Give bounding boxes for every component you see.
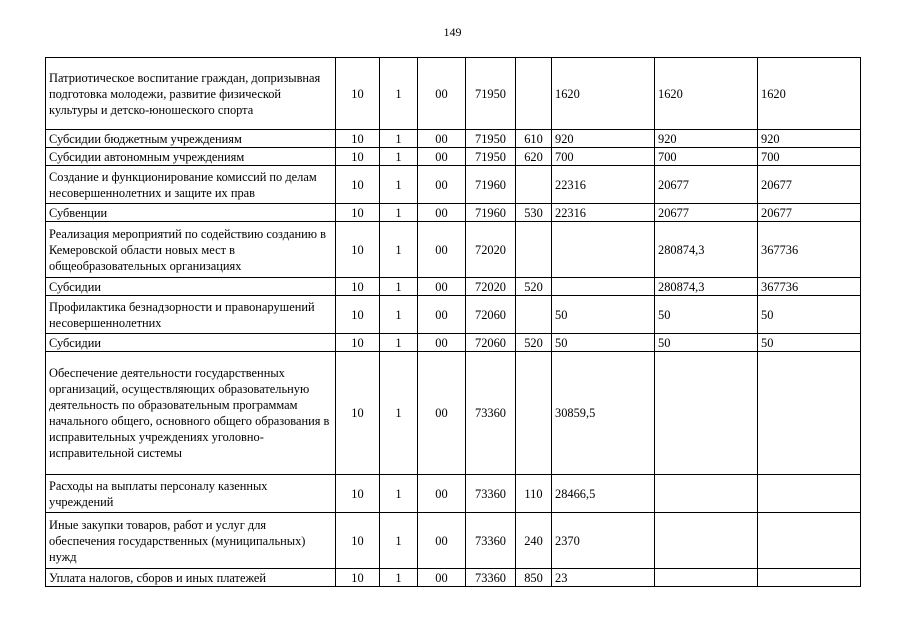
amount-year-3	[758, 352, 861, 475]
target-code: 71960	[466, 204, 516, 222]
expense-type-code: 520	[516, 334, 552, 352]
amount-year-1: 50	[552, 296, 655, 334]
section-code: 10	[336, 204, 380, 222]
budget-table	[45, 57, 861, 587]
table-row	[46, 278, 861, 296]
section-code: 10	[336, 569, 380, 587]
target-code: 71960	[466, 166, 516, 204]
amount-year-3: 700	[758, 148, 861, 166]
expense-type-code	[516, 352, 552, 475]
program-code: 00	[418, 58, 466, 130]
section-code: 10	[336, 148, 380, 166]
target-code: 72060	[466, 296, 516, 334]
amount-year-2	[655, 352, 758, 475]
subsection-code: 1	[380, 166, 418, 204]
target-code: 71950	[466, 148, 516, 166]
amount-year-1: 28466,5	[552, 475, 655, 513]
subsection-code: 1	[380, 278, 418, 296]
amount-year-3: 20677	[758, 166, 861, 204]
amount-year-2: 20677	[655, 166, 758, 204]
expense-type-code: 520	[516, 278, 552, 296]
row-name: Патриотическое воспитание граждан, допризывная подготовка молодежи, развитие физической культуры и детско-юношеского спорта	[46, 58, 336, 130]
amount-year-1: 920	[552, 130, 655, 148]
amount-year-2: 280874,3	[655, 278, 758, 296]
target-code: 73360	[466, 475, 516, 513]
target-code: 73360	[466, 569, 516, 587]
table-row	[46, 130, 861, 148]
table-row	[46, 475, 861, 513]
subsection-code: 1	[380, 334, 418, 352]
table-row	[46, 334, 861, 352]
section-code: 10	[336, 296, 380, 334]
amount-year-1: 22316	[552, 166, 655, 204]
table-row	[46, 148, 861, 166]
expense-type-code: 850	[516, 569, 552, 587]
program-code: 00	[418, 334, 466, 352]
expense-type-code: 110	[516, 475, 552, 513]
expense-type-code: 620	[516, 148, 552, 166]
program-code: 00	[418, 278, 466, 296]
amount-year-1	[552, 278, 655, 296]
program-code: 00	[418, 513, 466, 569]
row-name: Субсидии	[46, 278, 336, 296]
row-name: Расходы на выплаты персоналу казенных учреждений	[46, 475, 336, 513]
program-code: 00	[418, 204, 466, 222]
subsection-code: 1	[380, 222, 418, 278]
row-name: Уплата налогов, сборов и иных платежей	[46, 569, 336, 587]
section-code: 10	[336, 334, 380, 352]
table-row	[46, 513, 861, 569]
row-name: Создание и функционирование комиссий по делам несовершеннолетних и защите их прав	[46, 166, 336, 204]
amount-year-3	[758, 513, 861, 569]
section-code: 10	[336, 475, 380, 513]
amount-year-2	[655, 569, 758, 587]
section-code: 10	[336, 166, 380, 204]
page-number: 149	[443, 25, 462, 39]
target-code: 71950	[466, 58, 516, 130]
subsection-code: 1	[380, 204, 418, 222]
amount-year-1	[552, 222, 655, 278]
table-row	[46, 352, 861, 475]
amount-year-2	[655, 475, 758, 513]
subsection-code: 1	[380, 513, 418, 569]
subsection-code: 1	[380, 352, 418, 475]
target-code: 71950	[466, 130, 516, 148]
amount-year-3: 367736	[758, 222, 861, 278]
subsection-code: 1	[380, 130, 418, 148]
expense-type-code: 610	[516, 130, 552, 148]
amount-year-2	[655, 513, 758, 569]
row-name: Субсидии	[46, 334, 336, 352]
target-code: 72020	[466, 222, 516, 278]
amount-year-3: 920	[758, 130, 861, 148]
row-name: Субвенции	[46, 204, 336, 222]
expense-type-code	[516, 58, 552, 130]
program-code: 00	[418, 569, 466, 587]
subsection-code: 1	[380, 58, 418, 130]
amount-year-3: 50	[758, 334, 861, 352]
amount-year-1: 23	[552, 569, 655, 587]
row-name: Субсидии бюджетным учреждениям	[46, 130, 336, 148]
amount-year-1: 30859,5	[552, 352, 655, 475]
amount-year-3: 1620	[758, 58, 861, 130]
section-code: 10	[336, 58, 380, 130]
subsection-code: 1	[380, 569, 418, 587]
section-code: 10	[336, 222, 380, 278]
subsection-code: 1	[380, 475, 418, 513]
row-name: Обеспечение деятельности государственных организаций, осуществляющих образовательную деятельность по образовательным программам начального общего, основного общего образования в исправительных учреждениях уголовно-исправительной системы	[46, 352, 336, 475]
program-code: 00	[418, 222, 466, 278]
section-code: 10	[336, 130, 380, 148]
amount-year-3: 50	[758, 296, 861, 334]
expense-type-code	[516, 296, 552, 334]
table-row	[46, 166, 861, 204]
table-row	[46, 296, 861, 334]
row-name: Профилактика безнадзорности и правонарушений несовершеннолетних	[46, 296, 336, 334]
program-code: 00	[418, 130, 466, 148]
program-code: 00	[418, 166, 466, 204]
expense-type-code	[516, 166, 552, 204]
amount-year-1: 2370	[552, 513, 655, 569]
section-code: 10	[336, 278, 380, 296]
subsection-code: 1	[380, 296, 418, 334]
target-code: 72020	[466, 278, 516, 296]
amount-year-3	[758, 569, 861, 587]
program-code: 00	[418, 475, 466, 513]
amount-year-2: 50	[655, 334, 758, 352]
expense-type-code: 240	[516, 513, 552, 569]
section-code: 10	[336, 352, 380, 475]
table-row	[46, 204, 861, 222]
program-code: 00	[418, 148, 466, 166]
target-code: 72060	[466, 334, 516, 352]
expense-type-code	[516, 222, 552, 278]
amount-year-1: 1620	[552, 58, 655, 130]
amount-year-3: 20677	[758, 204, 861, 222]
table-row	[46, 222, 861, 278]
program-code: 00	[418, 352, 466, 475]
row-name: Иные закупки товаров, работ и услуг для обеспечения государственных (муниципальных) нужд	[46, 513, 336, 569]
amount-year-3: 367736	[758, 278, 861, 296]
amount-year-2: 50	[655, 296, 758, 334]
amount-year-2: 920	[655, 130, 758, 148]
amount-year-2: 280874,3	[655, 222, 758, 278]
amount-year-3	[758, 475, 861, 513]
table-row	[46, 58, 861, 130]
amount-year-1: 22316	[552, 204, 655, 222]
row-name: Субсидии автономным учреждениям	[46, 148, 336, 166]
amount-year-2: 1620	[655, 58, 758, 130]
section-code: 10	[336, 513, 380, 569]
row-name: Реализация мероприятий по содействию созданию в Кемеровской области новых мест в общеобразовательных организациях	[46, 222, 336, 278]
subsection-code: 1	[380, 148, 418, 166]
amount-year-2: 20677	[655, 204, 758, 222]
program-code: 00	[418, 296, 466, 334]
amount-year-2: 700	[655, 148, 758, 166]
expense-type-code: 530	[516, 204, 552, 222]
target-code: 73360	[466, 352, 516, 475]
table-row	[46, 569, 861, 587]
amount-year-1: 700	[552, 148, 655, 166]
amount-year-1: 50	[552, 334, 655, 352]
target-code: 73360	[466, 513, 516, 569]
